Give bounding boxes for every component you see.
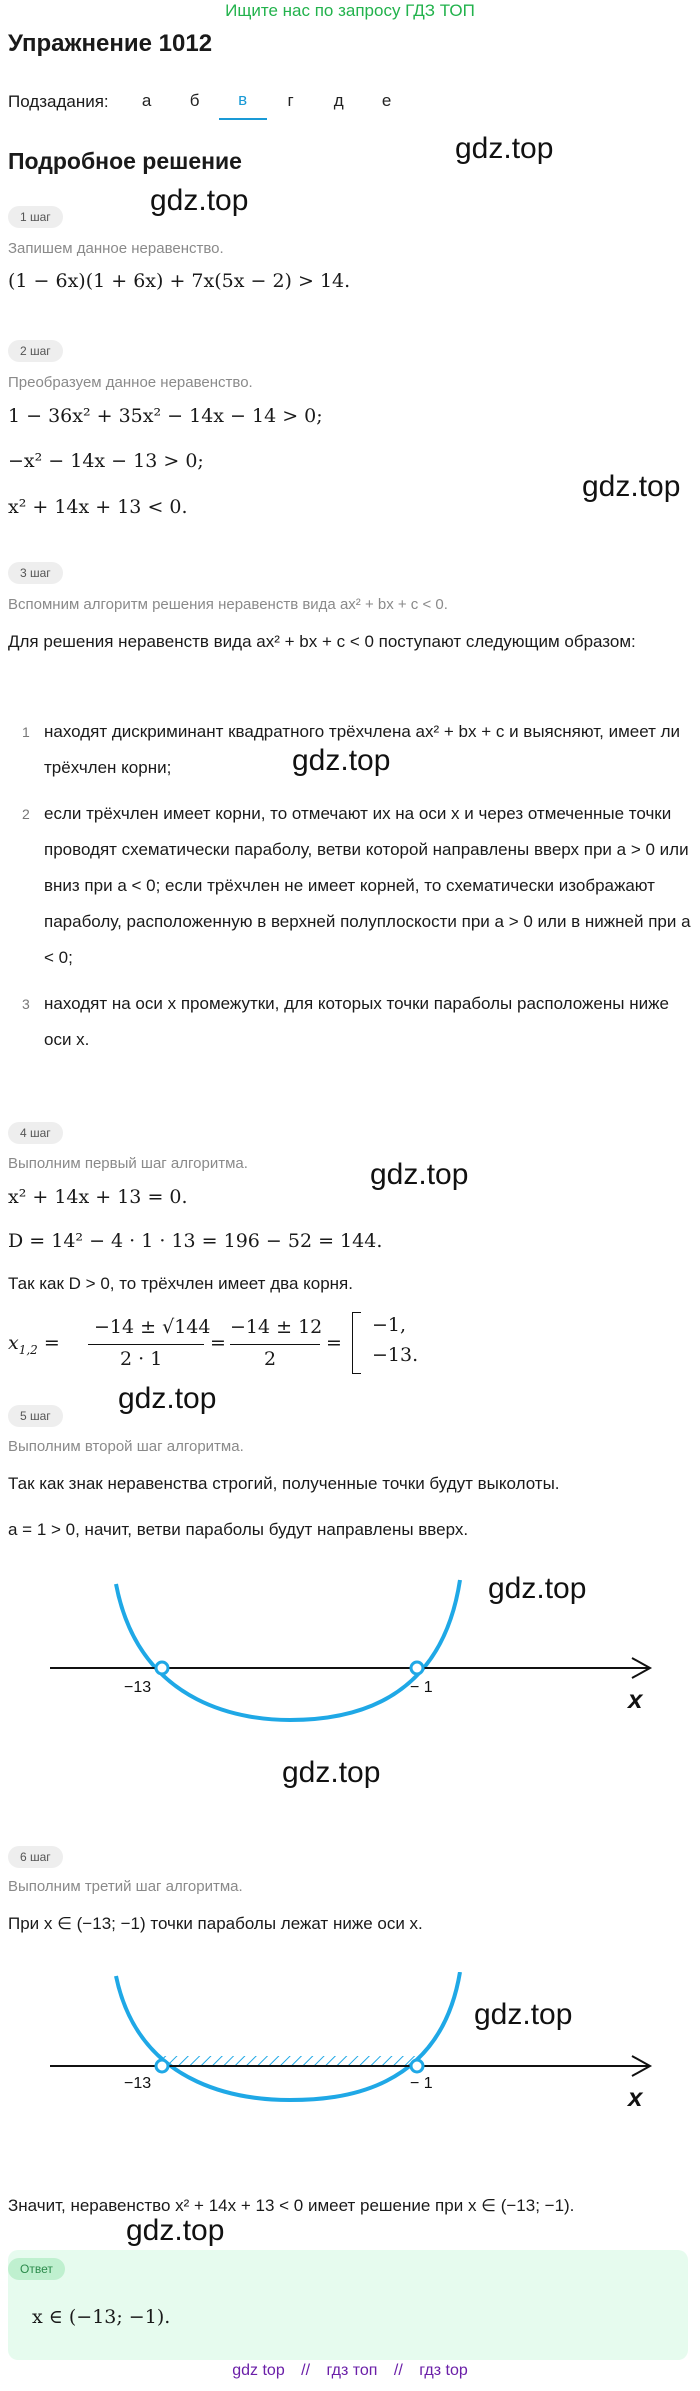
root-value: −13. <box>372 1344 419 1366</box>
footer-link[interactable]: гдз топ <box>326 2362 378 2379</box>
search-banner: Ищите нас по запросу ГДЗ ТОП <box>225 1 475 20</box>
list-item-text: находят на оси x промежутки, для которых точки параболы расположены ниже оси x. <box>44 994 669 1049</box>
tab-e[interactable]: е <box>381 91 392 110</box>
watermark: gdz.top <box>126 2214 225 2247</box>
list-item-text: находят дискриминант квадратного трёхчлена ax² + bx + c и выясняют, имеет ли трёхчлен корни; <box>44 722 681 777</box>
watermark: gdz.top <box>474 1998 573 2031</box>
parabola-graph <box>0 1570 700 1770</box>
list-item: 3 находят на оси x промежутки, для которых точки параболы расположены ниже оси x. <box>22 986 692 1058</box>
root-point-left <box>156 2060 168 2072</box>
math-line: x² + 14x + 13 = 0. <box>8 1186 188 1208</box>
math-line: (1 − 6x)(1 + 6x) + 7x(5x − 2) > 14. <box>8 270 351 292</box>
step-badge: 1 шаг <box>8 206 63 228</box>
step-badge: 5 шаг <box>8 1405 63 1427</box>
roots-formula: $x_{1,2}$ = −14 ± √144 2 · 1 = −14 ± 12 2 = −1, −13. <box>8 1312 448 1376</box>
tab-b[interactable]: б <box>189 91 200 110</box>
step-hint: Выполним третий шаг алгоритма. <box>8 1878 243 1895</box>
watermark: gdz.top <box>118 1382 217 1415</box>
page-title: Упражнение 1012 <box>8 30 213 57</box>
parabola-graph-shaded <box>0 1972 700 2132</box>
conclusion: Значит, неравенство x² + 14x + 13 < 0 имеет решение при x ∈ (−13; −1). <box>8 2196 575 2215</box>
right-root-label: − 1 <box>410 2075 433 2092</box>
root-value: −1, <box>372 1314 407 1336</box>
math-line: −x² − 14x − 13 > 0; <box>8 450 204 472</box>
step-badge: 3 шаг <box>8 562 63 584</box>
footer-link[interactable]: гдз top <box>419 2362 468 2379</box>
footer-separator: // <box>301 2362 311 2379</box>
axis-label: x <box>628 1684 643 1714</box>
tab-v[interactable]: в <box>219 84 267 120</box>
step-hint: Выполним первый шаг алгоритма. <box>8 1155 248 1172</box>
root-point-left <box>156 1662 168 1674</box>
tab-d[interactable]: д <box>333 91 344 110</box>
watermark: gdz.top <box>370 1158 469 1191</box>
answer-box <box>8 2250 688 2360</box>
footer-link[interactable]: gdz top <box>232 2362 285 2379</box>
step-badge: 6 шаг <box>8 1846 63 1868</box>
algorithm-intro: Для решения неравенств вида ax² + bx + c < 0 поступают следующим образом: <box>8 632 636 651</box>
text-line: Так как D > 0, то трёхчлен имеет два корня. <box>8 1274 353 1293</box>
math-line: x² + 14x + 13 < 0. <box>8 496 188 518</box>
root-point-right <box>411 1662 423 1674</box>
watermark: gdz.top <box>455 132 554 165</box>
step-badge: 2 шаг <box>8 340 63 362</box>
footer-links <box>0 2362 700 2380</box>
answer-badge: Ответ <box>8 2258 65 2280</box>
text-line: a = 1 > 0, начит, ветви параболы будут направлены вверх. <box>8 1520 469 1539</box>
step-hint: Запишем данное неравенство. <box>8 240 224 257</box>
tab-g[interactable]: г <box>287 91 294 110</box>
watermark: gdz.top <box>282 1756 381 1789</box>
text-line: При x ∈ (−13; −1) точки параболы лежат ниже оси x. <box>8 1914 423 1933</box>
step-hint: Выполним второй шаг алгоритма. <box>8 1438 244 1455</box>
watermark: gdz.top <box>488 1572 587 1605</box>
left-root-label: −13 <box>124 2075 152 2092</box>
parabola-curve <box>116 1580 460 1720</box>
step-hint: Вспомним алгоритм решения неравенств вида ax² + bx + c < 0. <box>8 596 448 613</box>
left-root-label: −13 <box>124 1679 152 1696</box>
right-root-label: − 1 <box>410 1679 433 1696</box>
parabola-curve <box>116 1972 460 2100</box>
answer-text: x ∈ (−13; −1). <box>32 2306 171 2328</box>
step-hint: Преобразуем данное неравенство. <box>8 374 253 391</box>
axis-label: x <box>628 2082 643 2112</box>
list-item-text: если трёхчлен имеет корни, то отмечают их на оси x и через отмеченные точки проводят схематически параболу, ветви которой направлены вверх при a > 0 или вниз при a < 0; если трёхчлен не имеет корней, то схематически изображают параболу, расположенную в верхней полуплоскости при a > 0 или в нижней при a < 0; <box>44 804 691 967</box>
math-line: D = 14² − 4 · 1 · 13 = 196 − 52 = 144. <box>8 1230 383 1252</box>
footer-separator: // <box>393 2362 403 2379</box>
list-item: 1 находят дискриминант квадратного трёхчлена ax² + bx + c и выясняют, имеет ли трёхчлен корни; <box>22 714 692 786</box>
subtask-tabs <box>8 84 411 120</box>
step-badge: 4 шаг <box>8 1122 63 1144</box>
text-line: Так как знак неравенства строгий, полученные точки будут выколоты. <box>8 1474 560 1493</box>
watermark: gdz.top <box>292 744 391 777</box>
tab-a[interactable]: а <box>141 91 152 110</box>
solution-heading: Подробное решение <box>8 148 242 174</box>
watermark: gdz.top <box>582 470 681 503</box>
math-line: 1 − 36x² + 35x² − 14x − 14 > 0; <box>8 405 323 427</box>
root-point-right <box>411 2060 423 2072</box>
subtasks-label: Подзадания: <box>8 92 109 111</box>
list-item: 2 если трёхчлен имеет корни, то отмечают их на оси x и через отмеченные точки проводят схематически параболу, ветви которой направлены вверх при a > 0 или вниз при a < 0; если трёхчлен не имеет корней, то схематически изображают параболу, расположенную в верхней полуплоскости при a > 0 или в нижней при a < 0; <box>22 796 692 976</box>
watermark: gdz.top <box>150 184 249 217</box>
solution-interval <box>162 2056 417 2066</box>
